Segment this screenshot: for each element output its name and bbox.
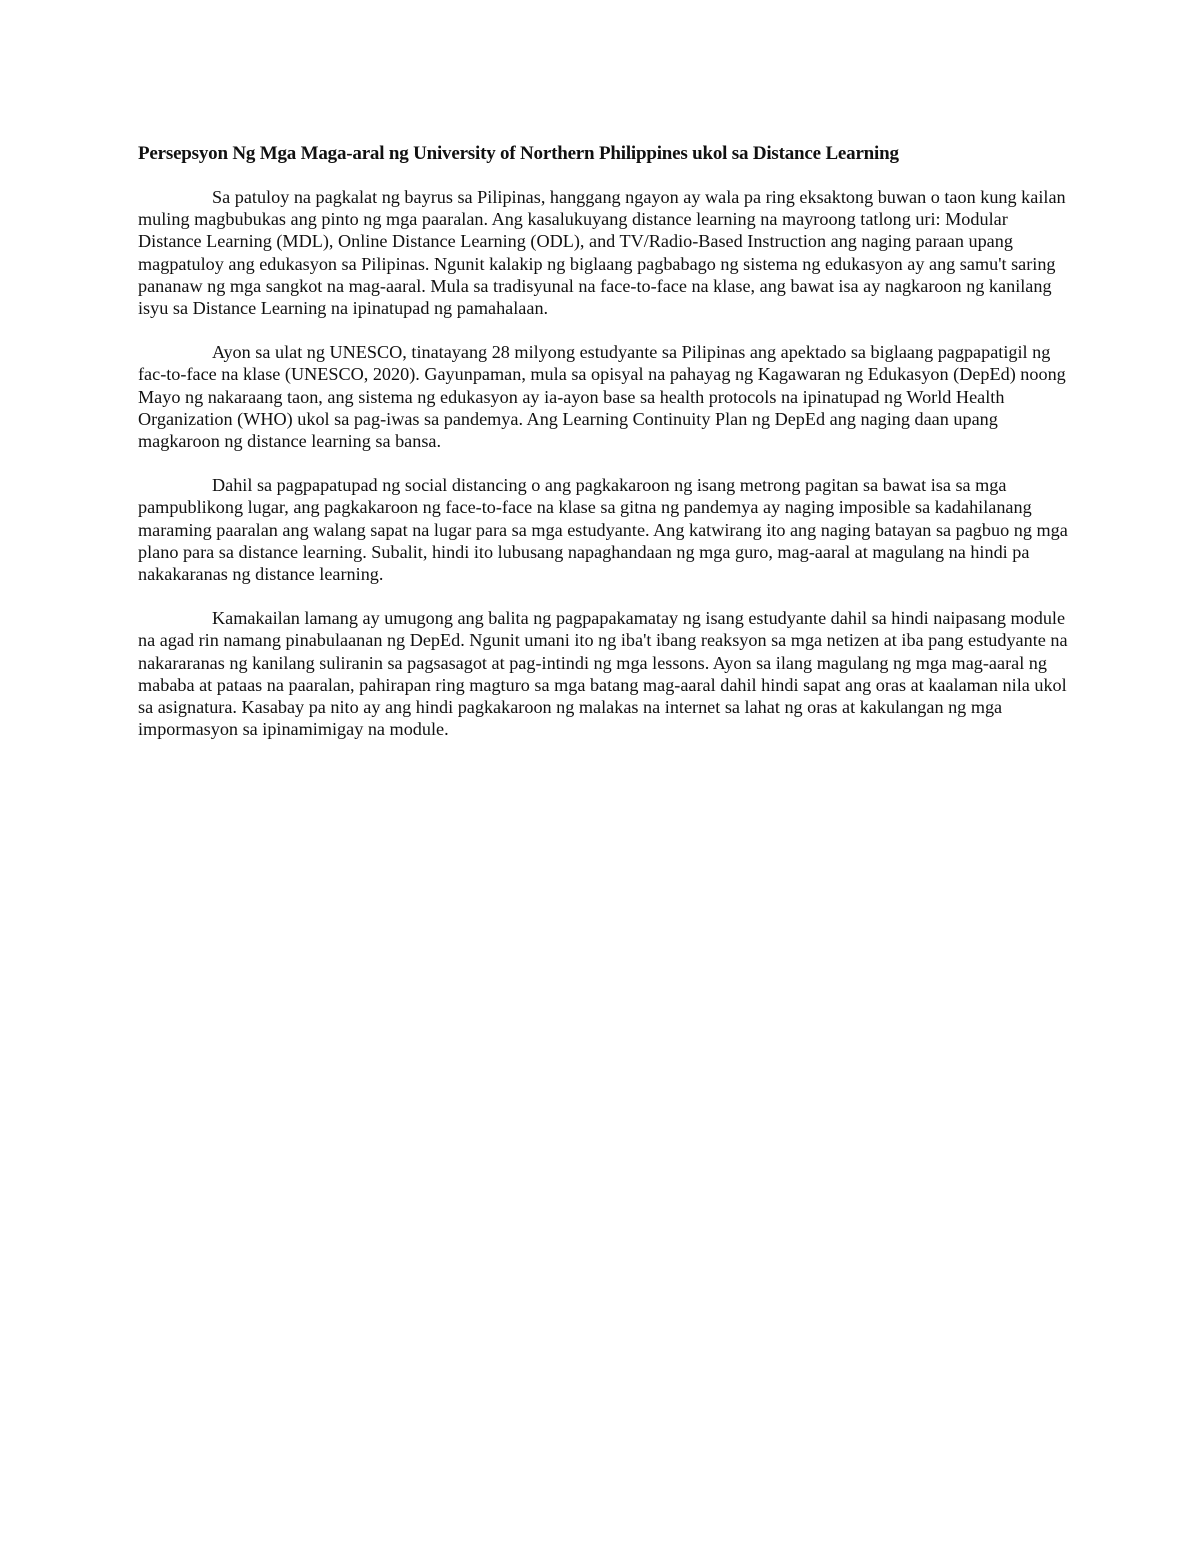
document-body	[138, 141, 1068, 762]
paragraph-1: Sa patuloy na pagkalat ng bayrus sa Pilipinas, hanggang ngayon ay wala pa ring eksaktong buwan o taon kung kailan muling magbubukas ang pinto ng mga paaralan. Ang kasalukuyang distance learning na mayroong tatlong uri: Modular Distance Learning (MDL), Online Distance Learning (ODL), and TV/Radio-Based Instruction ang naging paraan upang magpatuloy ang edukasyon sa Pilipinas. Ngunit kalakip ng biglaang pagbabago ng sistema ng edukasyon ay ang samu't saring pananaw ng mga sangkot na mag-aaral. Mula sa tradisyunal na face-to-face na klase, ang bawat isa ay nagkaroon ng kanilang isyu sa Distance Learning na ipinatupad ng pamahalaan.	[138, 187, 1066, 319]
document-title: Persepsyon Ng Mga Maga-aral ng University of Northern Philippines ukol sa Distance Learning	[138, 143, 899, 164]
paragraph-4: Kamakailan lamang ay umugong ang balita ng pagpapakamatay ng isang estudyante dahil sa hindi naipasang module na agad rin namang pinabulaanan ng DepEd. Ngunit umani ito ng iba't ibang reaksyon sa mga netizen at iba pang estudyante na nakararanas ng kanilang suliranin sa pagsasagot at pag-intindi ng mga lessons. Ayon sa ilang magulang ng mga mag-aaral ng mababa at pataas na paaralan, pahirapan ring magturo sa mga batang mag-aaral dahil hindi sapat ang oras at kaalaman nila ukol sa asignatura. Kasabay pa nito ay ang hindi pagkakaroon ng malakas na internet sa lahat ng oras at kakulangan ng mga impormasyon sa ipinamimigay na module.	[138, 608, 1068, 740]
paragraph-2: Ayon sa ulat ng UNESCO, tinatayang 28 milyong estudyante sa Pilipinas ang apektado sa biglaang pagpapatigil ng fac-to-face na klase (UNESCO, 2020). Gayunpaman, mula sa opisyal na pahayag ng Kagawaran ng Edukasyon (DepEd) noong Mayo ng nakaraang taon, ang sistema ng edukasyon ay ia-ayon base sa health protocols na ipinatupad ng World Health Organization (WHO) ukol sa pag-iwas sa pandemya. Ang Learning Continuity Plan ng DepEd ang naging daan upang magkaroon ng distance learning sa bansa.	[138, 342, 1066, 452]
paragraph-3: Dahil sa pagpapatupad ng social distancing o ang pagkakaroon ng isang metrong pagitan sa bawat isa sa mga pampublikong lugar, ang pagkakaroon ng face-to-face na klase sa gitna ng pandemya ay naging imposible sa kadahilanang maraming paaralan ang walang sapat na lugar para sa mga estudyante. Ang katwirang ito ang naging batayan sa pagbuo ng mga plano para sa distance learning. Subalit, hindi ito lubusang napaghandaan ng mga guro, mag-aaral at magulang na hindi pa nakakaranas ng distance learning.	[138, 475, 1068, 585]
